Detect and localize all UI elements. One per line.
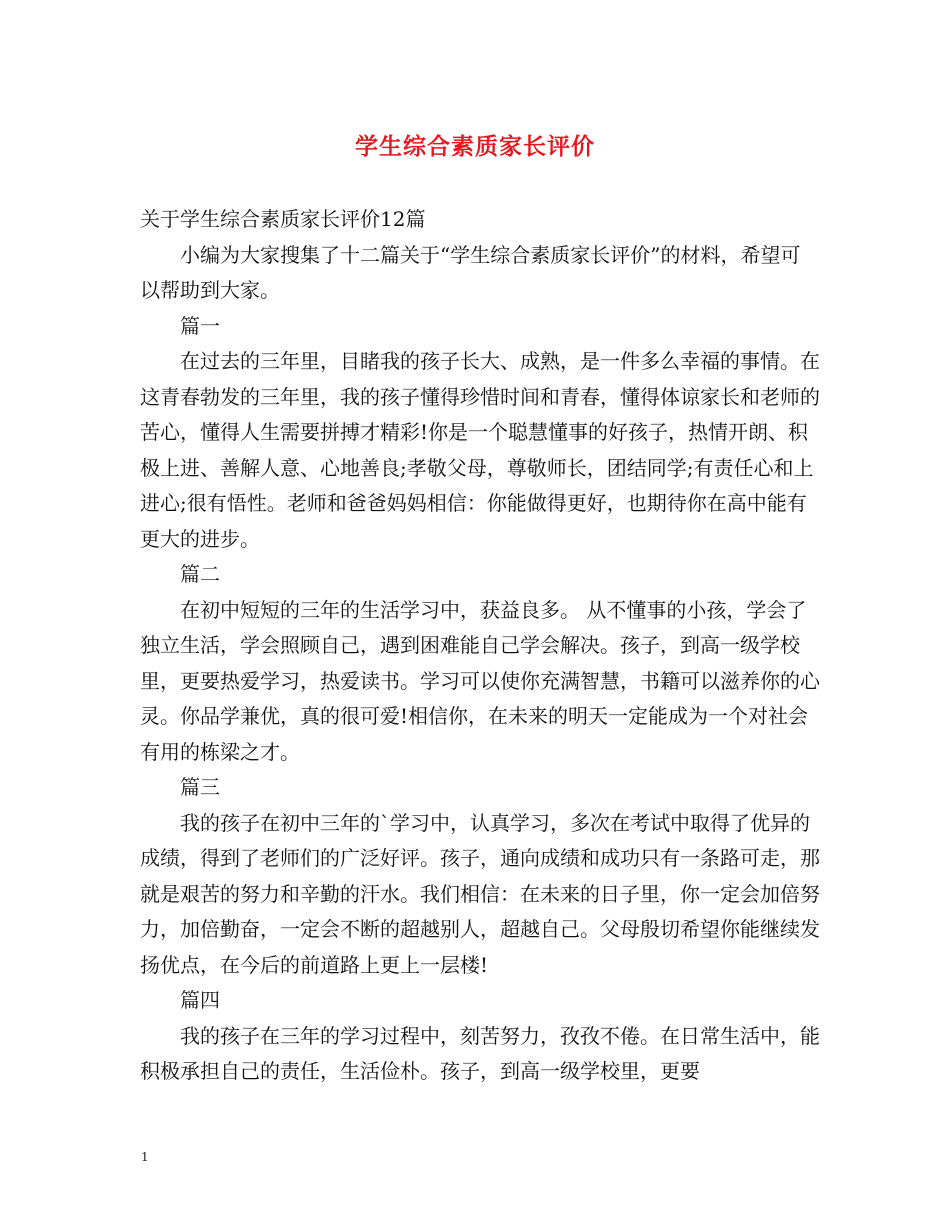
intro-paragraph: 小编为大家搜集了十二篇关于“学生综合素质家长评价”的材料，希望可以帮助到大家。 xyxy=(140,242,801,302)
page-number: 1 xyxy=(141,1150,149,1164)
section-text-2: 在初中短短的三年的生活学习中，获益良多。 从不懂事的小孩，学会了独立生活，学会照顾自己，遇到困难能自己学会解决。孩子，到高一级学校里，更要热爱学习，热爱读书。学习可以使你充满智慧，书籍可以滋养你的心灵。你品学兼优，真的很可爱!相信你，在未来的明天一定能成为一个对社会有用的栋梁之才。 xyxy=(140,597,820,764)
section-heading-3: 篇三 xyxy=(180,775,220,799)
document-body xyxy=(140,202,820,1090)
section-text-1: 在过去的三年里，目睹我的孩子长大、成熟，是一件多么幸福的事情。在这青春勃发的三年里，我的孩子懂得珍惜时间和青春，懂得体谅家长和老师的苦心，懂得人生需要拼搏才精彩!你是一个聪慧懂事的好孩子，热情开朗、积极上进、善解人意、心地善良;孝敬父母，尊敬师长，团结同学;有责任心和上进心;很有悟性。老师和爸爸妈妈相信：你能做得更好，也期待你在高中能有更大的进步。 xyxy=(140,349,820,551)
section-text-3: 我的孩子在初中三年的`学习中，认真学习，多次在考试中取得了优异的成绩，得到了老师们的广泛好评。孩子，通向成绩和成功只有一条路可走，那就是艰苦的努力和辛勤的汗水。我们相信：在未来的日子里，你一定会加倍努力，加倍勤奋，一定会不断的超越别人，超越自己。父母殷切希望你能继续发扬优点，在今后的前道路上更上一层楼! xyxy=(140,810,820,977)
section-heading-1: 篇一 xyxy=(180,313,220,338)
section-heading-4: 篇四 xyxy=(180,988,220,1012)
section-heading-2: 篇二 xyxy=(180,562,220,586)
document-title: 学生综合素质家长评价 xyxy=(355,133,595,160)
section-text-4: 我的孩子在三年的学习过程中，刻苦努力，孜孜不倦。在日常生活中，能积极承担自己的责任，生活俭朴。孩子，到高一级学校里，更要 xyxy=(140,1023,820,1083)
document-subtitle: 关于学生综合素质家长评价12篇 xyxy=(140,207,426,231)
